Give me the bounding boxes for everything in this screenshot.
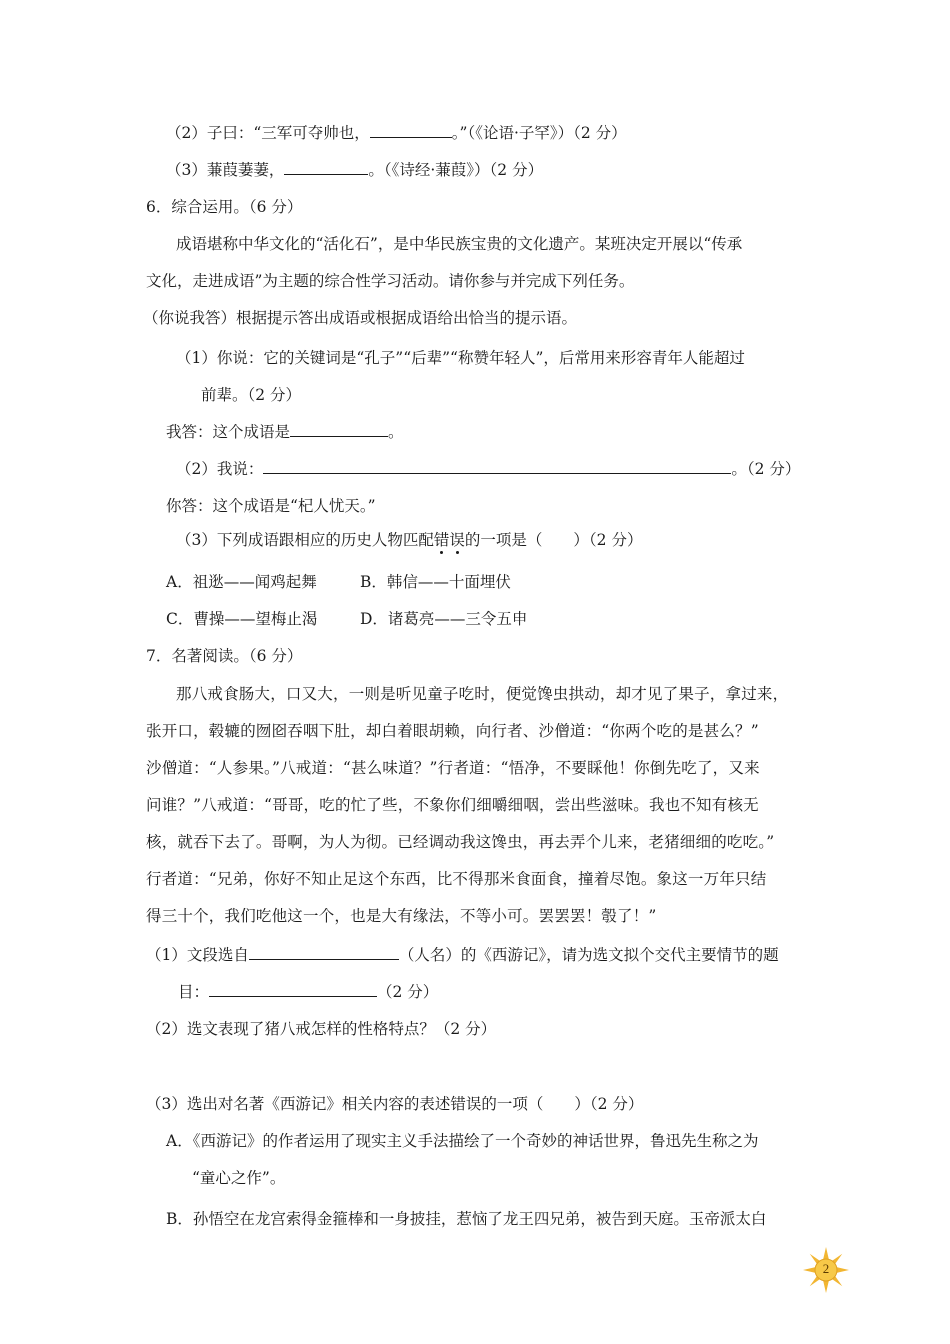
q5-item-3: （3）蒹葭萋萋， 。（《诗经·蒹葭》）（2 分） xyxy=(166,161,544,179)
q6-item-2-say: （2）我说： 。（2 分） xyxy=(176,460,801,478)
q5-item-2: （2）子曰：“三军可夺帅也， 。”（《论语·子罕》）（2 分） xyxy=(166,124,627,142)
q7-passage-line: 得三十个，我们吃他这一个，也是大有缘法，不等小可。罢罢罢！彀了！” xyxy=(146,907,657,925)
q7-item-1-line-1: （1）文段选自 （人名）的《西游记》，请为选文拟个交代主要情节的题 xyxy=(146,946,779,964)
q7-item-1-line-2: 目： （2 分） xyxy=(178,983,439,1001)
answer-blank[interactable] xyxy=(209,981,377,997)
page-number-badge xyxy=(802,1246,850,1294)
q6-option-c: C．曹操——望梅止渴 xyxy=(166,610,318,628)
q7-option-a-line-2: “童心之作”。 xyxy=(192,1169,286,1187)
q6-item-1-line-1: （1）你说：它的关键词是“孔子”“后辈”“称赞年轻人”，后常用来形容青年人能超过 xyxy=(176,349,745,367)
q6-option-d: D．诸葛亮——三令五申 xyxy=(360,610,528,628)
q6-option-b: B．韩信——十面埋伏 xyxy=(360,573,511,591)
q7-passage-line: 那八戒食肠大，口又大，一则是听见童子吃时，便觉馋虫拱动，却才见了果子，拿过来， xyxy=(176,685,789,703)
q7-title: 7．名著阅读。（6 分） xyxy=(146,647,303,665)
q7-option-b-line-1: B．孙悟空在龙宫索得金箍棒和一身披挂，惹恼了龙王四兄弟，被告到天庭。玉帝派太白 xyxy=(166,1210,767,1228)
q6-item-1-line-2: 前辈。（2 分） xyxy=(201,386,302,404)
q6-item-1-answer: 我答：这个成语是 。 xyxy=(166,423,404,441)
q6-item-2-answer: 你答：这个成语是“杞人忧天。” xyxy=(166,497,376,515)
answer-blank[interactable] xyxy=(290,421,388,437)
q7-option-a-line-1: A．《西游记》的作者运用了现实主义手法描绘了一个奇妙的神话世界，鲁迅先生称之为 xyxy=(166,1132,759,1150)
q6-item-3: （3）下列成语跟相应的历史人物匹配错误的一项是（ ）（2 分） xyxy=(176,531,643,549)
answer-blank[interactable] xyxy=(263,458,731,474)
answer-blank[interactable] xyxy=(370,122,452,138)
q7-item-2: （2）选文表现了猪八戒怎样的性格特点？（2 分） xyxy=(146,1020,497,1038)
q6-option-a: A．祖逖——闻鸡起舞 xyxy=(166,573,317,591)
q6-title: 6．综合运用。（6 分） xyxy=(146,198,303,216)
q6-task: （你说我答）根据提示答出成语或根据成语给出恰当的提示语。 xyxy=(143,309,578,327)
answer-blank[interactable] xyxy=(284,159,368,175)
emphasis-char: 误 xyxy=(449,531,465,549)
emphasis-char: 错 xyxy=(433,531,450,549)
q7-passage-line: 行者道：“兄弟，你好不知止足这个东西，比不得那米食面食，撞着尽饱。象这一万年只结 xyxy=(146,870,767,888)
q7-passage-line: 张开口，毂辘的囫囵吞咽下肚，却白着眼胡赖，向行者、沙僧道：“你两个吃的是甚么？” xyxy=(146,722,759,740)
q7-passage-line: 问谁？”八戒道：“哥哥，吃的忙了些，不象你们细嚼细咽，尝出些滋味。我也不知有核无 xyxy=(146,796,759,814)
q7-passage-line: 沙僧道：“人参果。”八戒道：“甚么味道？”行者道：“悟净，不要睬他！你倒先吃了，又来 xyxy=(146,759,760,777)
q6-intro-line-1: 成语堪称中华文化的“活化石”，是中华民族宝贵的文化遗产。某班决定开展以“传承 xyxy=(176,235,743,253)
q6-intro-line-2: 文化，走进成语”为主题的综合性学习活动。请你参与并完成下列任务。 xyxy=(146,272,635,290)
q7-item-3: （3）选出对名著《西游记》相关内容的表述错误的一项（ ）（2 分） xyxy=(146,1095,644,1113)
page-number: 2 xyxy=(822,1261,830,1276)
q7-passage-line: 核，就吞下去了。哥啊，为人为彻。已经调动我这馋虫，再去弄个儿来，老猪细细的吃吃。” xyxy=(146,833,775,851)
answer-blank[interactable] xyxy=(249,944,399,960)
